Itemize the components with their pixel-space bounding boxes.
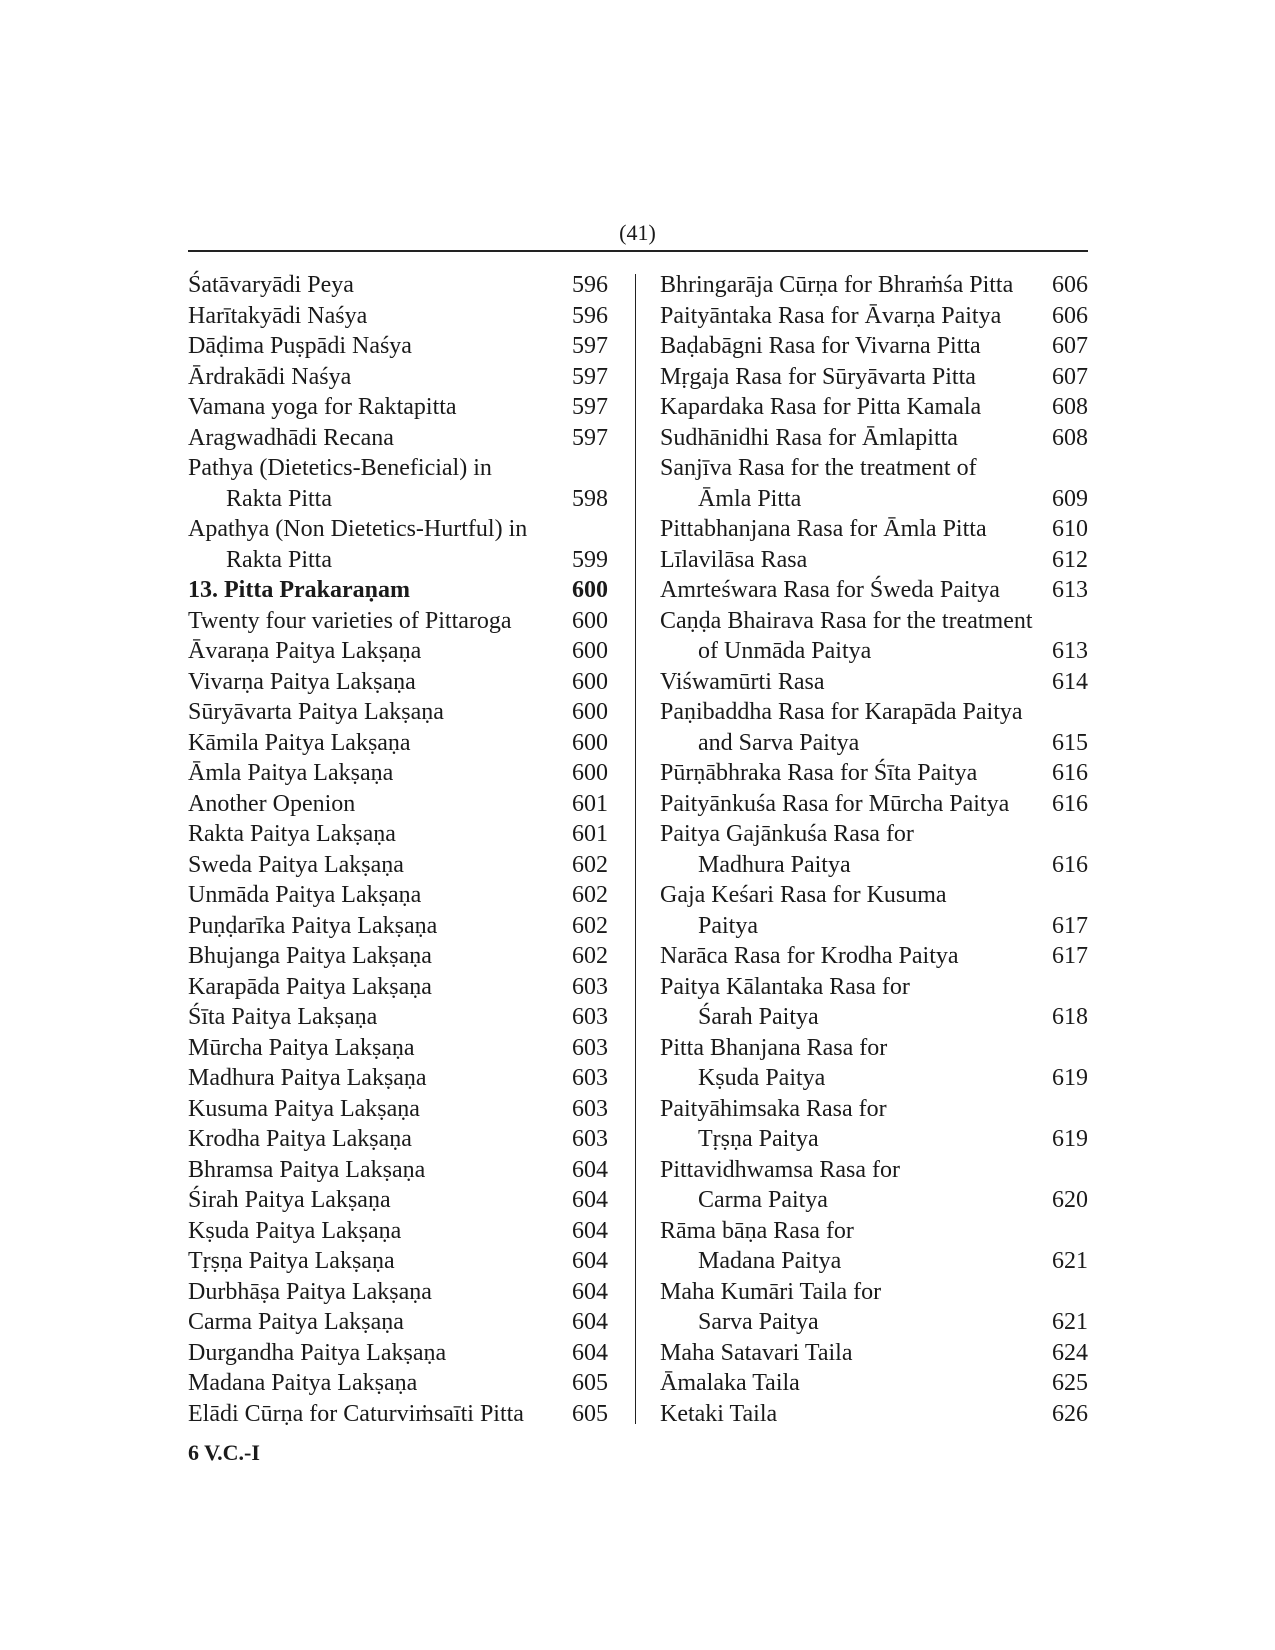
header-rule — [188, 250, 1088, 252]
toc-entry — [188, 789, 608, 820]
toc-page-number: 615 — [1052, 729, 1088, 756]
toc-page-number: 600 — [572, 638, 608, 664]
toc-entry-title: Rakta Paitya Lakṣaṇa — [188, 821, 396, 847]
toc-entry-title: Sweda Paitya Lakṣaṇa — [188, 851, 404, 878]
toc-entry-title: Unmāda Paitya Lakṣaṇa — [188, 882, 422, 908]
toc-entry-title: Ketaki Taila — [660, 1400, 778, 1427]
toc-entry-title: 13. Pitta Prakaraṇam — [188, 577, 410, 603]
toc-page-number: 600 — [572, 760, 608, 786]
toc-page-number: 596 — [572, 272, 608, 298]
toc-entry — [660, 362, 1088, 393]
toc-entry-title: Dāḍima Puṣpādi Naśya — [188, 333, 412, 359]
toc-entry-title: Āvaraṇa Paitya Lakṣaṇa — [188, 638, 422, 664]
toc-page-number: 616 — [1052, 760, 1088, 786]
toc-entry-title: Paityāhimsaka Rasa for — [660, 1095, 887, 1122]
toc-page-number: 605 — [572, 1370, 608, 1396]
toc-entry — [188, 1155, 608, 1186]
toc-page-number: 625 — [1052, 1370, 1088, 1396]
toc-entry-title: Narāca Rasa for Krodha Paitya — [660, 943, 959, 969]
toc-entry-title: Kapardaka Rasa for Pitta Kamala — [660, 394, 982, 420]
toc-page-number: 616 — [1052, 790, 1088, 817]
toc-page-number: 608 — [1052, 424, 1088, 451]
toc-entry — [660, 819, 1088, 880]
toc-page-number: 600 — [572, 729, 608, 756]
toc-entry — [188, 453, 608, 514]
toc-entry — [660, 941, 1088, 972]
toc-page-number: 618 — [1052, 1004, 1088, 1030]
toc-page-number: 606 — [1052, 272, 1088, 298]
toc-page-number: 602 — [572, 912, 608, 939]
toc-entry-title: Durgandha Paitya Lakṣaṇa — [188, 1339, 447, 1366]
toc-entry — [660, 1216, 1088, 1277]
toc-entry — [188, 331, 608, 362]
toc-entry — [660, 1155, 1088, 1216]
toc-entry — [660, 301, 1088, 332]
toc-entry-title: Maha Kumāri Taila for — [660, 1278, 882, 1305]
toc-entry-title: Another Openion — [188, 790, 356, 817]
toc-page-number: 599 — [572, 546, 608, 573]
toc-page-number: 624 — [1052, 1339, 1088, 1366]
toc-entry-title: Paitya Kālantaka Rasa for — [660, 973, 910, 1000]
toc-entry — [188, 362, 608, 393]
toc-entry-title: Paṇibaddha Rasa for Karapāda Paitya — [660, 699, 1023, 725]
toc-page-number: 597 — [572, 424, 608, 451]
toc-entry — [188, 423, 608, 454]
toc-right-column — [660, 270, 1088, 1429]
toc-entry-title-continuation: and Sarva Paitya — [698, 729, 860, 756]
toc-entry — [188, 758, 608, 789]
toc-page-number: 616 — [1052, 851, 1088, 878]
toc-entry-title-continuation: Rakta Pitta — [226, 485, 332, 512]
toc-entry-title: Harītakyādi Naśya — [188, 302, 368, 329]
toc-page-number: 619 — [1052, 1126, 1088, 1152]
toc-entry-title: Paityāntaka Rasa for Āvarṇa Paitya — [660, 302, 1002, 329]
toc-entry — [660, 606, 1088, 667]
toc-entry-title: Maha Satavari Taila — [660, 1339, 853, 1366]
toc-entry-title: Twenty four varieties of Pittaroga — [188, 607, 512, 634]
toc-page-number: 617 — [1052, 912, 1088, 939]
toc-entry-title: Rāma bāṇa Rasa for — [660, 1217, 854, 1244]
toc-entry — [660, 453, 1088, 514]
toc-entry-title: Amrteśwara Rasa for Śweda Paitya — [660, 577, 1000, 603]
toc-entry-title: Śirah Paitya Lakṣaṇa — [188, 1187, 391, 1213]
toc-page-number: 609 — [1052, 485, 1088, 512]
toc-page-number: 603 — [572, 1126, 608, 1152]
toc-entry-title: Ārdrakādi Naśya — [188, 363, 352, 390]
toc-page-number: 604 — [572, 1187, 608, 1213]
toc-entry — [660, 1033, 1088, 1094]
toc-entry-title: Kṣuda Paitya Lakṣaṇa — [188, 1217, 402, 1244]
toc-entry — [188, 728, 608, 759]
toc-section-heading — [188, 575, 608, 606]
toc-page-number: 601 — [572, 790, 608, 817]
toc-entry — [660, 392, 1088, 423]
toc-entry-title-continuation: Paitya — [698, 912, 758, 939]
toc-entry-title: Kāmila Paitya Lakṣaṇa — [188, 729, 411, 756]
toc-page-number: 604 — [572, 1339, 608, 1366]
toc-entry — [188, 941, 608, 972]
toc-entry — [660, 1399, 1088, 1430]
toc-entry-title: Gaja Keśari Rasa for Kusuma — [660, 882, 947, 908]
toc-entry-title: Karapāda Paitya Lakṣaṇa — [188, 973, 432, 1000]
toc-entry-title: Apathya (Non Dietetics-Hurtful) in — [188, 516, 528, 542]
toc-entry — [188, 1063, 608, 1094]
toc-entry — [188, 911, 608, 942]
toc-page-number: 603 — [572, 1095, 608, 1122]
toc-page-number: 613 — [1052, 638, 1088, 664]
toc-entry — [660, 880, 1088, 941]
toc-entry-title: Mṛgaja Rasa for Sūryāvarta Pitta — [660, 363, 976, 390]
toc-entry — [660, 270, 1088, 301]
toc-page-number: 613 — [1052, 577, 1088, 603]
toc-page-number: 602 — [572, 943, 608, 969]
toc-page-number: 620 — [1052, 1187, 1088, 1213]
toc-page-number: 605 — [572, 1400, 608, 1427]
toc-entry — [188, 1216, 608, 1247]
toc-page-number: 600 — [572, 607, 608, 634]
toc-page-number: 604 — [572, 1248, 608, 1274]
toc-page-number: 610 — [1052, 516, 1088, 542]
toc-page-number: 626 — [1052, 1400, 1088, 1427]
toc-entry-title: Pūrṇābhraka Rasa for Śīta Paitya — [660, 760, 978, 786]
toc-entry-title: Sūryāvarta Paitya Lakṣaṇa — [188, 699, 444, 725]
toc-page-number: 603 — [572, 973, 608, 1000]
toc-entry-title-continuation: Āmla Pitta — [698, 485, 802, 512]
toc-page-number: 602 — [572, 851, 608, 878]
toc-page-number: 601 — [572, 821, 608, 847]
toc-entry — [660, 1368, 1088, 1399]
toc-page-number: 596 — [572, 302, 608, 329]
toc-entry-title-continuation: Rakta Pitta — [226, 546, 332, 573]
toc-entry-title: Bhramsa Paitya Lakṣaṇa — [188, 1156, 426, 1183]
footer-signature-code: 6 V.C.-I — [188, 1440, 260, 1465]
toc-page-number: 604 — [572, 1217, 608, 1244]
toc-entry — [188, 1002, 608, 1033]
toc-entry — [188, 392, 608, 423]
toc-entry — [188, 606, 608, 637]
toc-entry-title-continuation: of Unmāda Paitya — [698, 638, 872, 664]
toc-entry — [188, 667, 608, 698]
toc-entry — [188, 1307, 608, 1338]
toc-left-column — [188, 270, 608, 1429]
toc-page-number: 614 — [1052, 668, 1088, 695]
toc-page-number: 621 — [1052, 1248, 1088, 1274]
toc-entry — [660, 667, 1088, 698]
toc-page-number: 604 — [572, 1278, 608, 1305]
toc-entry-title: Carma Paitya Lakṣaṇa — [188, 1309, 404, 1335]
toc-entry-title: Pitta Bhanjana Rasa for — [660, 1034, 888, 1061]
toc-entry — [188, 301, 608, 332]
toc-entry — [188, 270, 608, 301]
toc-entry-title: Caṇḍa Bhairava Rasa for the treatment — [660, 607, 1033, 634]
toc-entry-title: Pittavidhwamsa Rasa for — [660, 1156, 900, 1183]
toc-entry-title-continuation: Tṛṣṇa Paitya — [698, 1126, 819, 1152]
toc-page-number: 603 — [572, 1065, 608, 1091]
toc-entry — [188, 636, 608, 667]
toc-entry-title: Krodha Paitya Lakṣaṇa — [188, 1126, 412, 1152]
toc-entry-title: Puṇḍarīka Paitya Lakṣaṇa — [188, 912, 438, 939]
toc-entry-title: Paityānkuśa Rasa for Mūrcha Paitya — [660, 790, 1010, 817]
toc-entry-title: Bhujanga Paitya Lakṣaṇa — [188, 943, 432, 969]
toc-entry-title: Madana Paitya Lakṣaṇa — [188, 1370, 418, 1396]
toc-entry — [660, 545, 1088, 576]
toc-entry — [188, 1124, 608, 1155]
toc-entry-title: Kusuma Paitya Lakṣaṇa — [188, 1095, 420, 1122]
toc-entry — [188, 1399, 608, 1430]
toc-entry-title: Tṛṣṇa Paitya Lakṣaṇa — [188, 1248, 395, 1274]
toc-entry-title-continuation: Sarva Paitya — [698, 1309, 819, 1335]
toc-entry-title-continuation: Carma Paitya — [698, 1187, 828, 1213]
toc-entry-title: Bhringarāja Cūrṇa for Bhraṁśa Pitta — [660, 272, 1014, 298]
toc-entry — [660, 575, 1088, 606]
toc-entry — [188, 1185, 608, 1216]
toc-entry — [660, 514, 1088, 545]
toc-page-number: 600 — [572, 699, 608, 725]
toc-page-number: 604 — [572, 1156, 608, 1183]
toc-entry-title: Durbhāṣa Paitya Lakṣaṇa — [188, 1278, 432, 1305]
toc-entry — [188, 1277, 608, 1308]
toc-page-number: 597 — [572, 363, 608, 390]
toc-page-number: 621 — [1052, 1309, 1088, 1335]
toc-entry-title: Madhura Paitya Lakṣaṇa — [188, 1065, 427, 1091]
toc-page-number: 617 — [1052, 943, 1088, 969]
toc-entry-title: Mūrcha Paitya Lakṣaṇa — [188, 1034, 415, 1061]
toc-entry-title: Sudhānidhi Rasa for Āmlapitta — [660, 424, 958, 451]
page-number: (41) — [619, 220, 656, 245]
toc-entry — [188, 1033, 608, 1064]
toc-entry-title: Paitya Gajānkuśa Rasa for — [660, 821, 914, 847]
toc-entry-title: Vamana yoga for Raktapitta — [188, 394, 457, 420]
toc-entry-title: Sanjīva Rasa for the treatment of — [660, 455, 977, 481]
toc-entry — [188, 514, 608, 575]
toc-entry-title: Āmla Paitya Lakṣaṇa — [188, 760, 394, 786]
toc-entry-title-continuation: Madana Paitya — [698, 1248, 842, 1274]
toc-page-number: 607 — [1052, 363, 1088, 390]
toc-entry — [188, 1246, 608, 1277]
toc-entry-title-continuation: Madhura Paitya — [698, 851, 851, 878]
toc-entry — [188, 819, 608, 850]
toc-page-number: 600 — [572, 577, 608, 603]
toc-entry-title: Śatāvaryādi Peya — [188, 272, 354, 298]
toc-entry-title: Vivarṇa Paitya Lakṣaṇa — [188, 668, 416, 695]
toc-entry — [188, 1094, 608, 1125]
toc-entry — [188, 972, 608, 1003]
toc-entry-title: Pittabhanjana Rasa for Āmla Pitta — [660, 516, 987, 542]
toc-entry — [188, 697, 608, 728]
toc-entry-title: Viśwamūrti Rasa — [660, 668, 825, 695]
toc-entry — [660, 789, 1088, 820]
toc-page-number: 612 — [1052, 546, 1088, 573]
toc-entry — [660, 697, 1088, 758]
toc-entry — [188, 880, 608, 911]
toc-page-number: 597 — [572, 333, 608, 359]
toc-page-number: 600 — [572, 668, 608, 695]
toc-page-number: 607 — [1052, 333, 1088, 359]
toc-entry — [660, 1338, 1088, 1369]
toc-entry-title: Līlavilāsa Rasa — [660, 546, 808, 573]
toc-page-number: 602 — [572, 882, 608, 908]
toc-entry — [660, 1277, 1088, 1338]
toc-entry-title: Āmalaka Taila — [660, 1370, 800, 1396]
toc-page-number: 597 — [572, 394, 608, 420]
toc-entry — [660, 423, 1088, 454]
toc-entry-title: Elādi Cūrṇa for Caturviṁsaīti Pitta — [188, 1400, 524, 1427]
toc-entry-title: Śīta Paitya Lakṣaṇa — [188, 1004, 378, 1030]
toc-entry — [660, 1094, 1088, 1155]
toc-page-number: 603 — [572, 1034, 608, 1061]
toc-entry-title: Pathya (Dietetics-Beneficial) in — [188, 455, 492, 481]
column-divider — [635, 274, 636, 1424]
toc-entry — [188, 1368, 608, 1399]
toc-page-number: 604 — [572, 1309, 608, 1335]
toc-entry-title-continuation: Kṣuda Paitya — [698, 1065, 826, 1091]
toc-entry — [660, 758, 1088, 789]
toc-page-number: 603 — [572, 1004, 608, 1030]
toc-entry-title: Aragwadhādi Recana — [188, 424, 394, 451]
toc-entry-title: Baḍabāgni Rasa for Vivarna Pitta — [660, 333, 981, 359]
toc-entry — [660, 972, 1088, 1033]
toc-page-number: 619 — [1052, 1065, 1088, 1091]
toc-page-number: 608 — [1052, 394, 1088, 420]
toc-entry — [188, 1338, 608, 1369]
toc-entry — [188, 850, 608, 881]
toc-entry-title-continuation: Śarah Paitya — [698, 1004, 819, 1030]
toc-entry — [660, 331, 1088, 362]
toc-page-number: 598 — [572, 485, 608, 512]
toc-page-number: 606 — [1052, 302, 1088, 329]
